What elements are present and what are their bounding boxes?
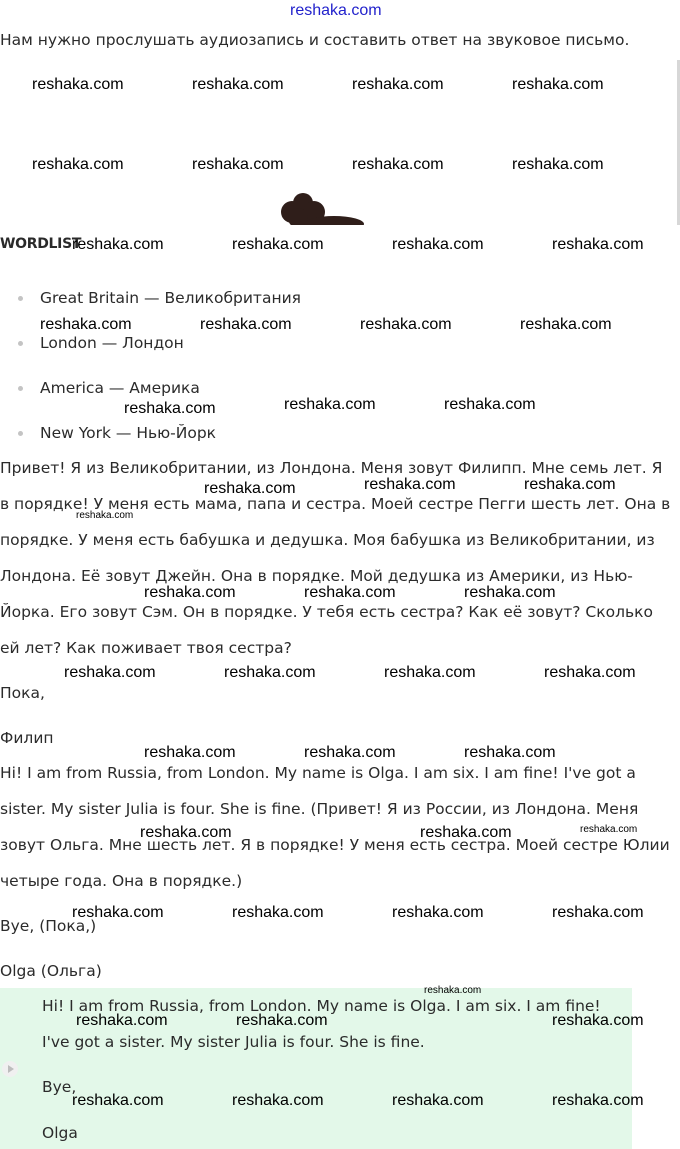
- watermark: reshaka.com: [392, 904, 484, 921]
- bullet-icon: [18, 296, 23, 301]
- watermark: reshaka.com: [364, 476, 456, 493]
- watermark: reshaka.com: [352, 76, 444, 93]
- watermark: reshaka.com: [464, 584, 556, 601]
- wordlist-title: WORDLIST: [0, 236, 82, 252]
- letter-line: порядке. У меня есть бабушка и дедушка. Моя бабушка из Великобритании, из: [0, 531, 655, 549]
- watermark: reshaka.com: [384, 664, 476, 681]
- watermark: reshaka.com: [72, 236, 164, 253]
- intro-text: Нам нужно прослушать аудиозапись и составить ответ на звуковое письмо.: [0, 31, 630, 49]
- watermark: reshaka.com: [360, 316, 452, 333]
- watermark: reshaka.com: [192, 156, 284, 173]
- letter-line: ей лет? Как поживает твоя сестра?: [0, 639, 292, 657]
- watermark: reshaka.com: [232, 236, 324, 253]
- letter-closing: Пока,: [0, 684, 45, 702]
- watermark-small: reshaka.com: [76, 510, 134, 521]
- bullet-icon: [18, 431, 23, 436]
- watermark: reshaka.com: [124, 400, 216, 417]
- box-line: I've got a sister. My sister Julia is four. She is fine.: [42, 1033, 425, 1051]
- box-closing: Bye,: [42, 1078, 77, 1096]
- watermark: reshaka.com: [544, 664, 636, 681]
- watermark: reshaka.com: [420, 824, 512, 841]
- answer-signature: Olga (Ольга): [0, 962, 102, 980]
- box-line: Hi! I am from Russia, from London. My name is Olga. I am six. I am fine!: [42, 997, 601, 1015]
- wordlist-item: Great Britain — Великобритания: [40, 289, 301, 307]
- watermark: reshaka.com: [224, 664, 316, 681]
- letter-signature: Филип: [0, 729, 54, 747]
- watermark: reshaka.com: [32, 156, 124, 173]
- wordlist-item: America — Америка: [40, 379, 200, 397]
- watermark: reshaka.com: [236, 1012, 328, 1029]
- watermark-small: reshaka.com: [424, 985, 482, 996]
- decorative-image: [272, 188, 372, 228]
- watermark: reshaka.com: [552, 236, 644, 253]
- watermark: reshaka.com: [392, 236, 484, 253]
- watermark: reshaka.com: [32, 76, 124, 93]
- watermark: reshaka.com: [392, 1092, 484, 1109]
- bullet-icon: [18, 341, 23, 346]
- answer-closing: Bye, (Пока,): [0, 917, 97, 935]
- watermark: reshaka.com: [304, 584, 396, 601]
- letter-line: Йорка. Его зовут Сэм. Он в порядке. У тебя есть сестра? Как её зовут? Сколько: [0, 603, 653, 621]
- watermark: reshaka.com: [144, 744, 236, 761]
- watermark: reshaka.com: [352, 156, 444, 173]
- watermark: reshaka.com: [552, 904, 644, 921]
- watermark: reshaka.com: [40, 316, 132, 333]
- header-watermark[interactable]: reshaka.com: [290, 2, 382, 19]
- play-icon[interactable]: [2, 1061, 18, 1077]
- watermark: reshaka.com: [64, 664, 156, 681]
- watermark: reshaka.com: [76, 1012, 168, 1029]
- watermark: reshaka.com: [72, 1092, 164, 1109]
- letter-line: Лондона. Её зовут Джейн. Она в порядке. Мой дедушка из Америки, из Нью-: [0, 567, 633, 585]
- watermark: reshaka.com: [304, 744, 396, 761]
- answer-line: Hi! I am from Russia, from London. My name is Olga. I am six. I am fine! I've got a: [0, 764, 636, 782]
- letter-line: Привет! Я из Великобритании, из Лондона. Меня зовут Филипп. Мне семь лет. Я: [0, 459, 663, 477]
- watermark: reshaka.com: [204, 480, 296, 497]
- answer-line: четыре года. Она в порядке.): [0, 872, 243, 890]
- watermark: reshaka.com: [444, 396, 536, 413]
- watermark: reshaka.com: [284, 396, 376, 413]
- answer-paragraph: [0, 755, 680, 899]
- watermark: reshaka.com: [200, 316, 292, 333]
- watermark: reshaka.com: [232, 1092, 324, 1109]
- watermark: reshaka.com: [520, 316, 612, 333]
- watermark: reshaka.com: [464, 744, 556, 761]
- watermark: reshaka.com: [72, 904, 164, 921]
- box-signature: Olga: [42, 1124, 78, 1142]
- watermark: reshaka.com: [512, 76, 604, 93]
- watermark: reshaka.com: [552, 1092, 644, 1109]
- watermark: reshaka.com: [524, 476, 616, 493]
- wordlist-item: New York — Нью-Йорк: [40, 424, 217, 442]
- bullet-icon: [18, 386, 23, 391]
- watermark: reshaka.com: [192, 76, 284, 93]
- wordlist-item: London — Лондон: [40, 334, 184, 352]
- watermark-small: reshaka.com: [580, 824, 638, 835]
- watermark: reshaka.com: [552, 1012, 644, 1029]
- watermark: reshaka.com: [140, 824, 232, 841]
- watermark: reshaka.com: [232, 904, 324, 921]
- answer-line: зовут Ольга. Мне шесть лет. Я в порядке! У меня есть сестра. Моей сестре Юлии: [0, 836, 670, 854]
- answer-line: sister. My sister Julia is four. She is fine. (Привет! Я из России, из Лондона. Меня: [0, 800, 639, 818]
- letter-line: в порядке! У меня есть мама, папа и сестра. Моей сестре Пегги шесть лет. Она в: [0, 495, 671, 513]
- watermark: reshaka.com: [144, 584, 236, 601]
- watermark: reshaka.com: [512, 156, 604, 173]
